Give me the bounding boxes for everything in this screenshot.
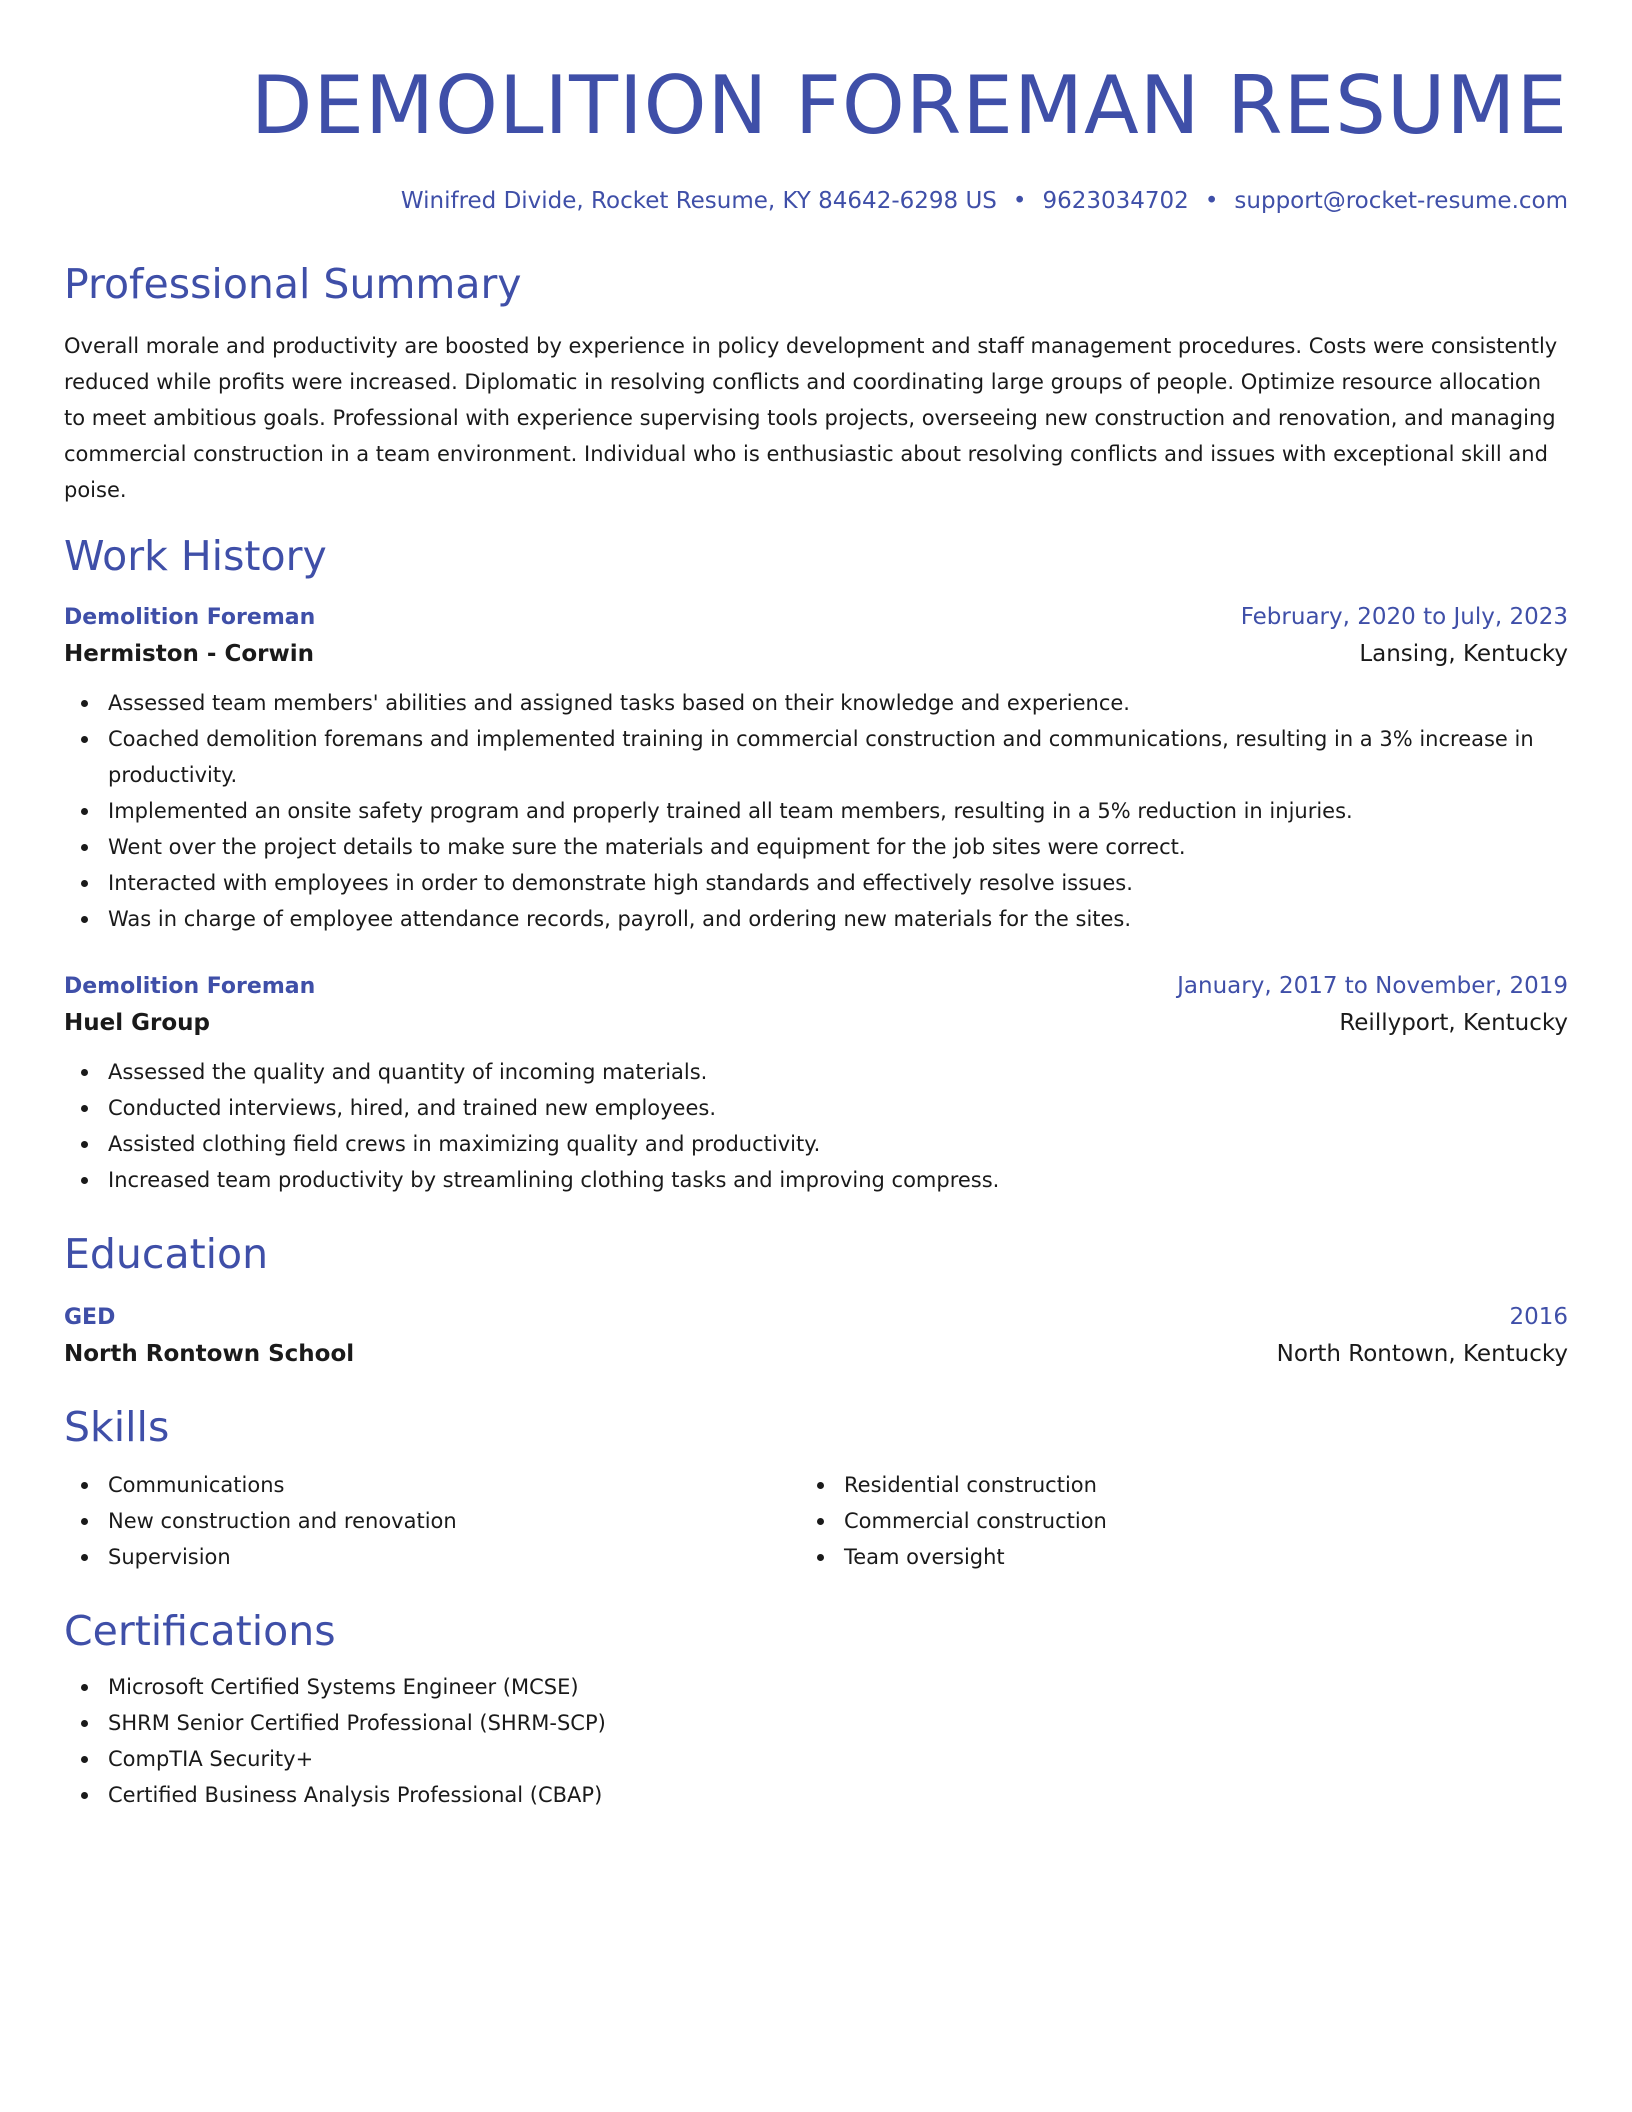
address: Winifred Divide, Rocket Resume, KY 84642-6298 US [400,188,997,214]
resume-header [64,58,1568,218]
skill-item: Team oversight [800,1539,1536,1575]
section-title-summary: Professional Summary [64,260,522,308]
section-title-skills: Skills [64,1403,170,1451]
list-item: Conducted interviews, hired, and trained new employees. [64,1090,1568,1126]
job-location: Lansing, Kentucky [1359,641,1568,667]
list-item: Assessed team members' abilities and assigned tasks based on their knowledge and experience. [64,685,1568,721]
job-role: Demolition Foreman [64,605,316,630]
skill-item: New construction and renovation [64,1503,800,1539]
job-entry [64,600,1568,937]
job-dates: February, 2020 to July, 2023 [1240,604,1568,630]
summary-text: Overall morale and productivity are boosted by experience in policy development and staff management procedures. Costs were consistently reduced while profits were increased. Diplomatic in resolving conflicts and coordinating large groups of people. Optimize resource allocation to meet ambitious goals. Professional with experience supervising tools projects, overseeing new construction and renovation, and managing commercial construction in a team environment. Individual who is enthusiastic about resolving conflicts and issues with exceptional skill and poise. [64,334,1558,502]
list-item: Was in charge of employee attendance records, payroll, and ordering new materials for the sites. [64,901,1568,937]
job-company: Huel Group [64,1010,210,1036]
education-school: North Rontown School [64,1341,355,1367]
list-item: Assessed the quality and quantity of incoming materials. [64,1054,1568,1090]
certification-item: CompTIA Security+ [64,1741,1568,1777]
certification-item: SHRM Senior Certified Professional (SHRM-SCP) [64,1705,1568,1741]
skill-item: Supervision [64,1539,800,1575]
education-entry [64,1300,1568,1373]
list-item: Implemented an onsite safety program and properly trained all team members, resulting in a 5% reduction in injuries. [64,793,1568,829]
job-role: Demolition Foreman [64,974,316,999]
skill-item: Residential construction [800,1467,1536,1503]
certification-item: Microsoft Certified Systems Engineer (MCSE) [64,1669,1568,1705]
education-location: North Rontown, Kentucky [1276,1341,1568,1367]
separator-dot: • [1204,188,1219,214]
list-item: Increased team productivity by streamlining clothing tasks and improving compress. [64,1162,1568,1198]
list-item: Assisted clothing field crews in maximizing quality and productivity. [64,1126,1568,1162]
resume-title: DEMOLITION FOREMAN RESUME [250,59,1568,152]
contact-line [64,184,1568,218]
section-title-education: Education [64,1230,269,1278]
job-dates: January, 2017 to November, 2019 [1177,973,1568,999]
job-bullets [64,1054,1568,1198]
certifications-list [64,1669,1568,1813]
email-link[interactable]: support@rocket-resume.com [1234,188,1568,214]
list-item: Coached demolition foremans and implemented training in commercial construction and communications, resulting in a 3% increase in productivity. [64,721,1568,793]
separator-dot: • [1012,188,1027,214]
section-title-work-history: Work History [64,532,327,580]
list-item: Went over the project details to make sure the materials and equipment for the job sites were correct. [64,829,1568,865]
phone[interactable]: 9623034702 [1042,188,1189,214]
skills-column-left [64,1467,800,1575]
skills-column-right [800,1467,1536,1575]
skills-grid [64,1467,1568,1575]
job-company: Hermiston - Corwin [64,641,314,667]
list-item: Interacted with employees in order to demonstrate high standards and effectively resolve issues. [64,865,1568,901]
section-title-certifications: Certifications [64,1607,336,1655]
education-degree: GED [64,1305,116,1330]
skill-item: Communications [64,1467,800,1503]
certification-item: Certified Business Analysis Professional (CBAP) [64,1777,1568,1813]
job-bullets [64,685,1568,937]
education-year: 2016 [1509,1304,1568,1330]
job-entry [64,969,1568,1198]
skill-item: Commercial construction [800,1503,1536,1539]
job-location: Reillyport, Kentucky [1339,1010,1568,1036]
